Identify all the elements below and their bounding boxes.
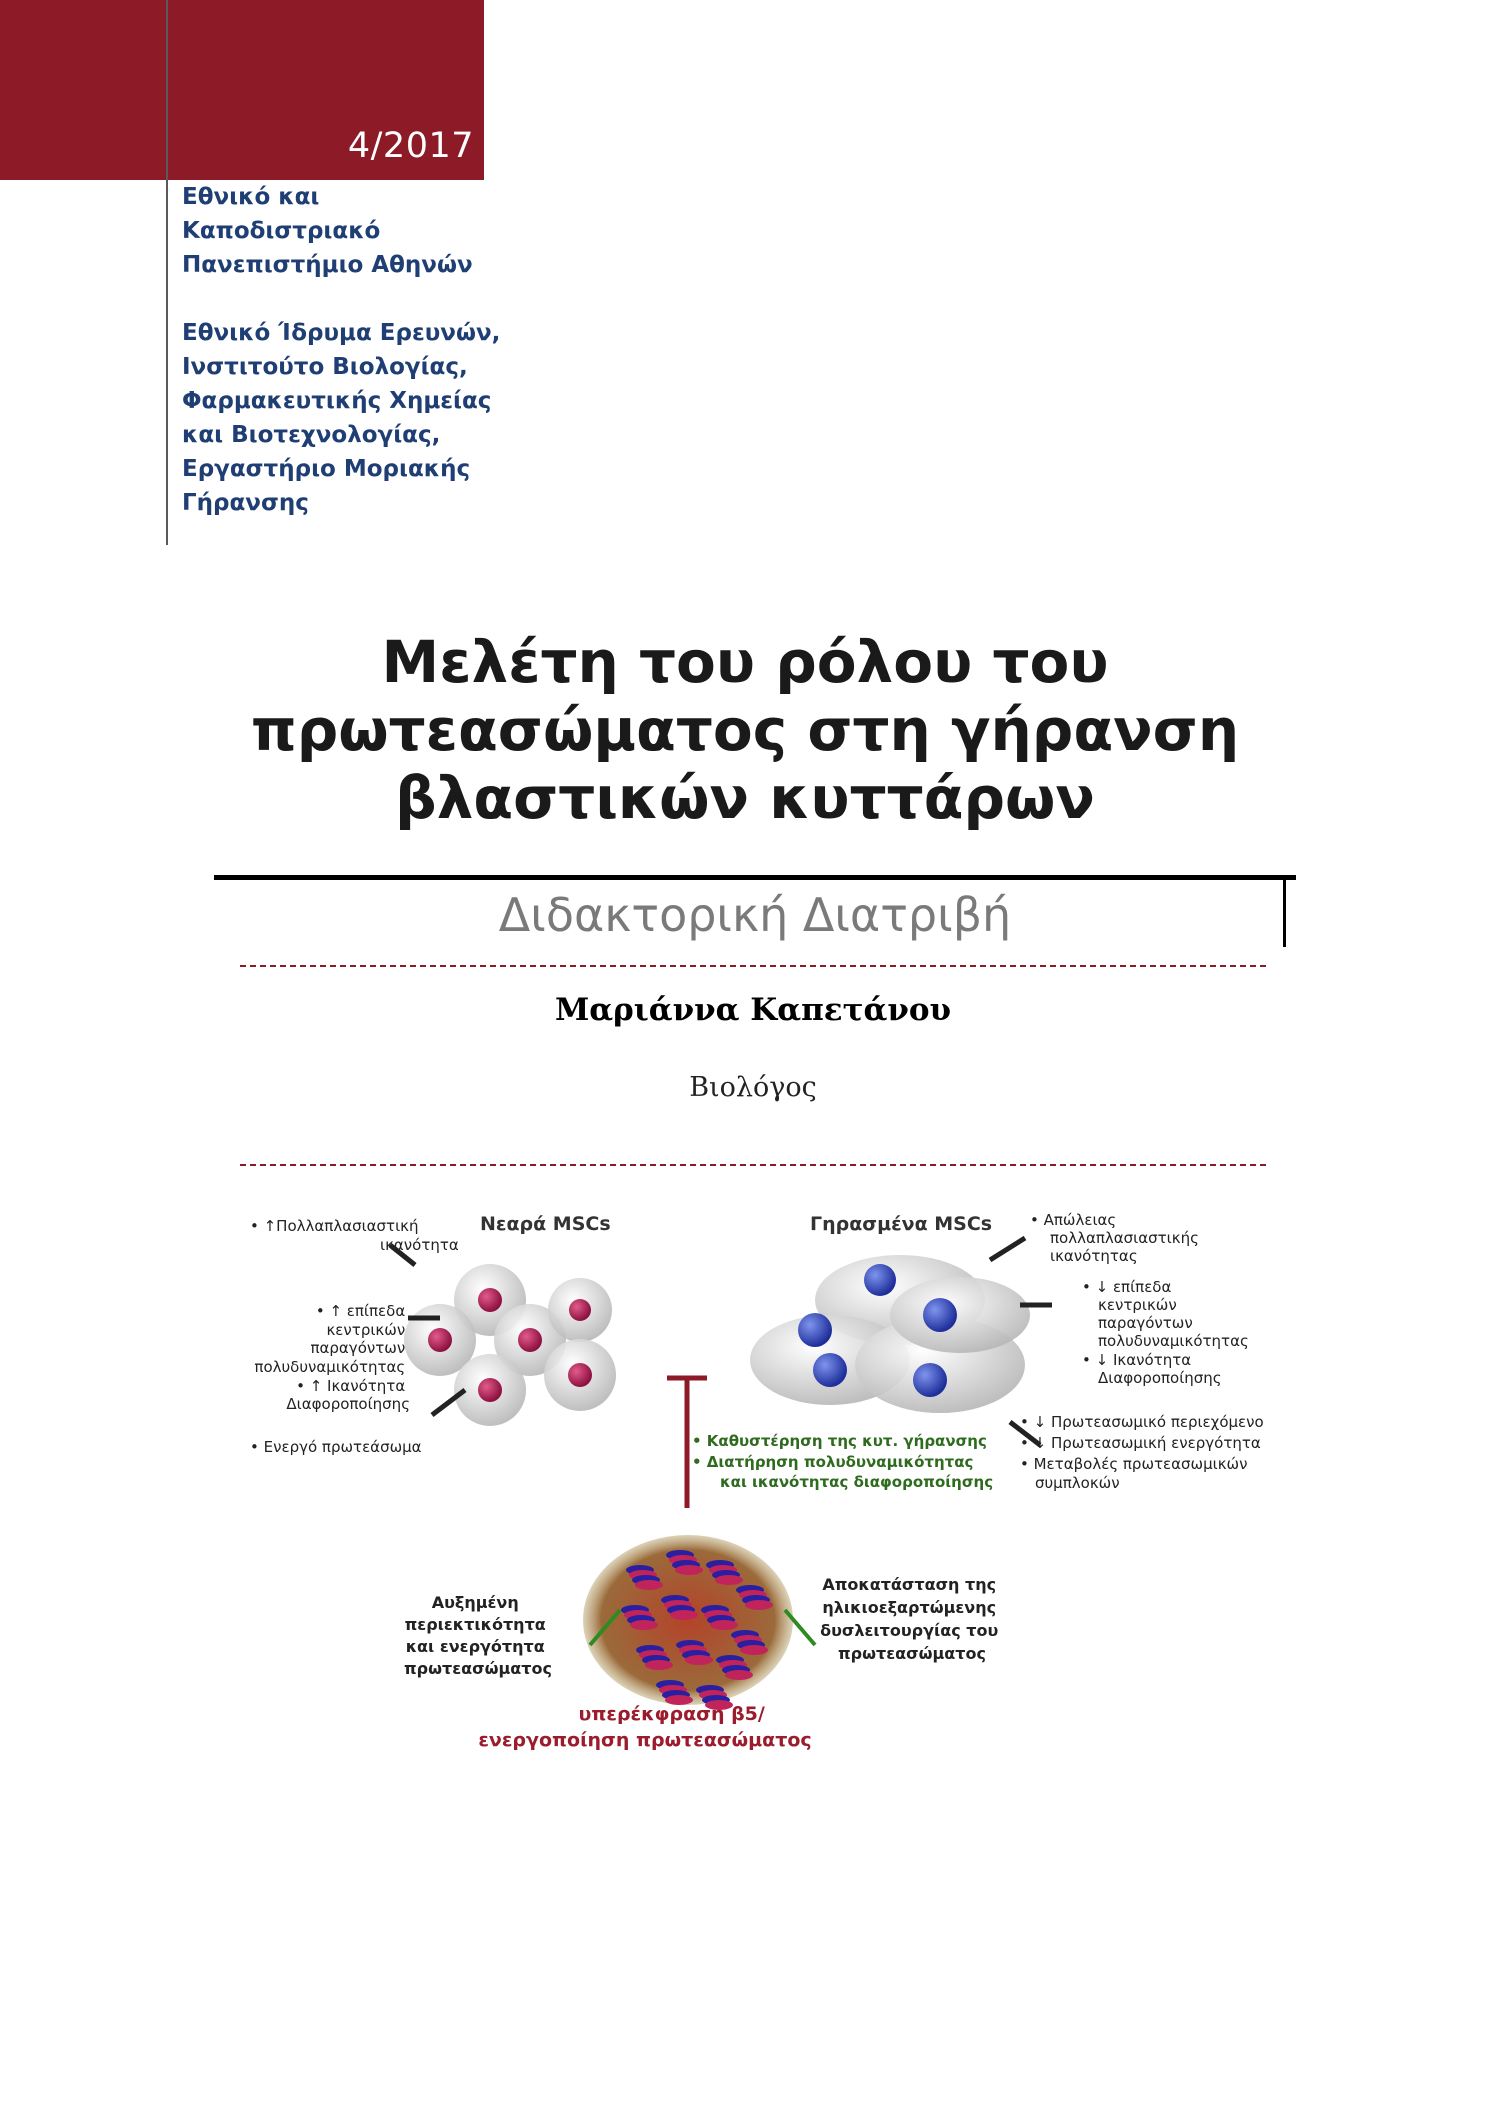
page-title [200, 628, 1290, 832]
institution-line: Εθνικό και [182, 184, 320, 210]
left-effect-label: Αυξημένη περιεκτικότητα και ενεργότητα πρωτεασώματος [404, 1593, 552, 1678]
author-profession: Βιολόγος [689, 1072, 817, 1103]
date: 4/2017 [347, 126, 474, 166]
rescue-effects: • Καθυστέρηση της κυτ. γήρανσης • Διατήρηση πολυδυναμικότητας και ικανότητας διαφοροποίησης [692, 1432, 994, 1491]
proteasome-subunit [685, 1655, 713, 1665]
proteasome-subunit [725, 1670, 753, 1680]
young-msc-cells [404, 1264, 616, 1426]
institution-line: Γήρανσης [182, 490, 309, 516]
proteasome-cluster [583, 1535, 793, 1710]
title-rule [214, 875, 1296, 880]
proteasome-activation-label: υπερέκφραση β5/ ενεργοποίηση πρωτεασώματος [478, 1703, 812, 1751]
institution-line: Εργαστήριο Μοριακής [182, 456, 471, 482]
divider [240, 1164, 1266, 1166]
young-feature-proliferation: • ↑Πολλαπλασιαστική ικανότητα [250, 1217, 459, 1254]
young-feature-pluripotency: • ↑ επίπεδα κεντρικών παραγόντων πολυδυναμικότητας • ↑ Ικανότητα Διαφοροποίησης [254, 1302, 410, 1413]
header-vertical-rule [166, 0, 168, 545]
divider [240, 965, 1266, 967]
aged-feature-proteasome: • ↓ Πρωτεασωμικό περιεχόμενο • ↓ Πρωτεασωμική ενεργότητα • Μεταβολές πρωτεασωμικών συμπλοκών [1020, 1413, 1264, 1492]
proteasome-subunit [645, 1660, 673, 1670]
institution-line: Ινστιτούτο Βιολογίας, [182, 354, 468, 380]
aged-msc-label: Γηρασμένα MSCs [810, 1213, 993, 1235]
institution-university [182, 180, 512, 282]
institution-line: και Βιοτεχνολογίας, [182, 422, 441, 448]
aged-feature-pluripotency: • ↓ επίπεδα κεντρικών παραγόντων πολυδυναμικότητας • ↓ Ικανότητα Διαφοροποίησης [1082, 1278, 1249, 1387]
proteasome-subunit [675, 1565, 703, 1575]
institution-line: Καποδιστριακό [182, 218, 381, 244]
proteasome-subunit [715, 1575, 743, 1585]
aged-feature-proliferation: • Απώλειας πολλαπλασιαστικής ικανότητας [1030, 1211, 1199, 1265]
aged-msc-cells [750, 1255, 1030, 1413]
proteasome-subunit [635, 1580, 663, 1590]
institution-research [182, 316, 512, 520]
proteasome-subunit [710, 1620, 738, 1630]
young-feature-proteasome: • Ενεργό πρωτεάσωμα [250, 1438, 422, 1456]
proteasome-subunit [740, 1645, 768, 1655]
proteasome-subunit [745, 1600, 773, 1610]
young-msc-label: Νεαρά MSCs [480, 1213, 611, 1235]
institution-line: Φαρμακευτικής Χημείας [182, 388, 492, 414]
title-line: πρωτεασώματος στη γήρανση [250, 696, 1240, 764]
institution-line: Εθνικό Ίδρυμα Ερευνών, [182, 320, 501, 346]
proteasome-subunit [630, 1620, 658, 1630]
institution-line: Πανεπιστήμιο Αθηνών [182, 252, 473, 278]
title-line: βλαστικών κυττάρων [395, 764, 1095, 832]
figure-msc-proteasome [240, 1190, 1270, 1770]
title-line: Μελέτη του ρόλου του [381, 628, 1109, 696]
proteasome-subunit [670, 1610, 698, 1620]
author-name: Μαριάννα Καπετάνου [554, 992, 952, 1028]
right-effect-label: Αποκατάσταση της ηλικιοεξαρτώμενης δυσλειτουργίας του πρωτεασώματος [820, 1575, 999, 1663]
subtitle: Διδακτορική Διατριβή [498, 888, 1012, 942]
